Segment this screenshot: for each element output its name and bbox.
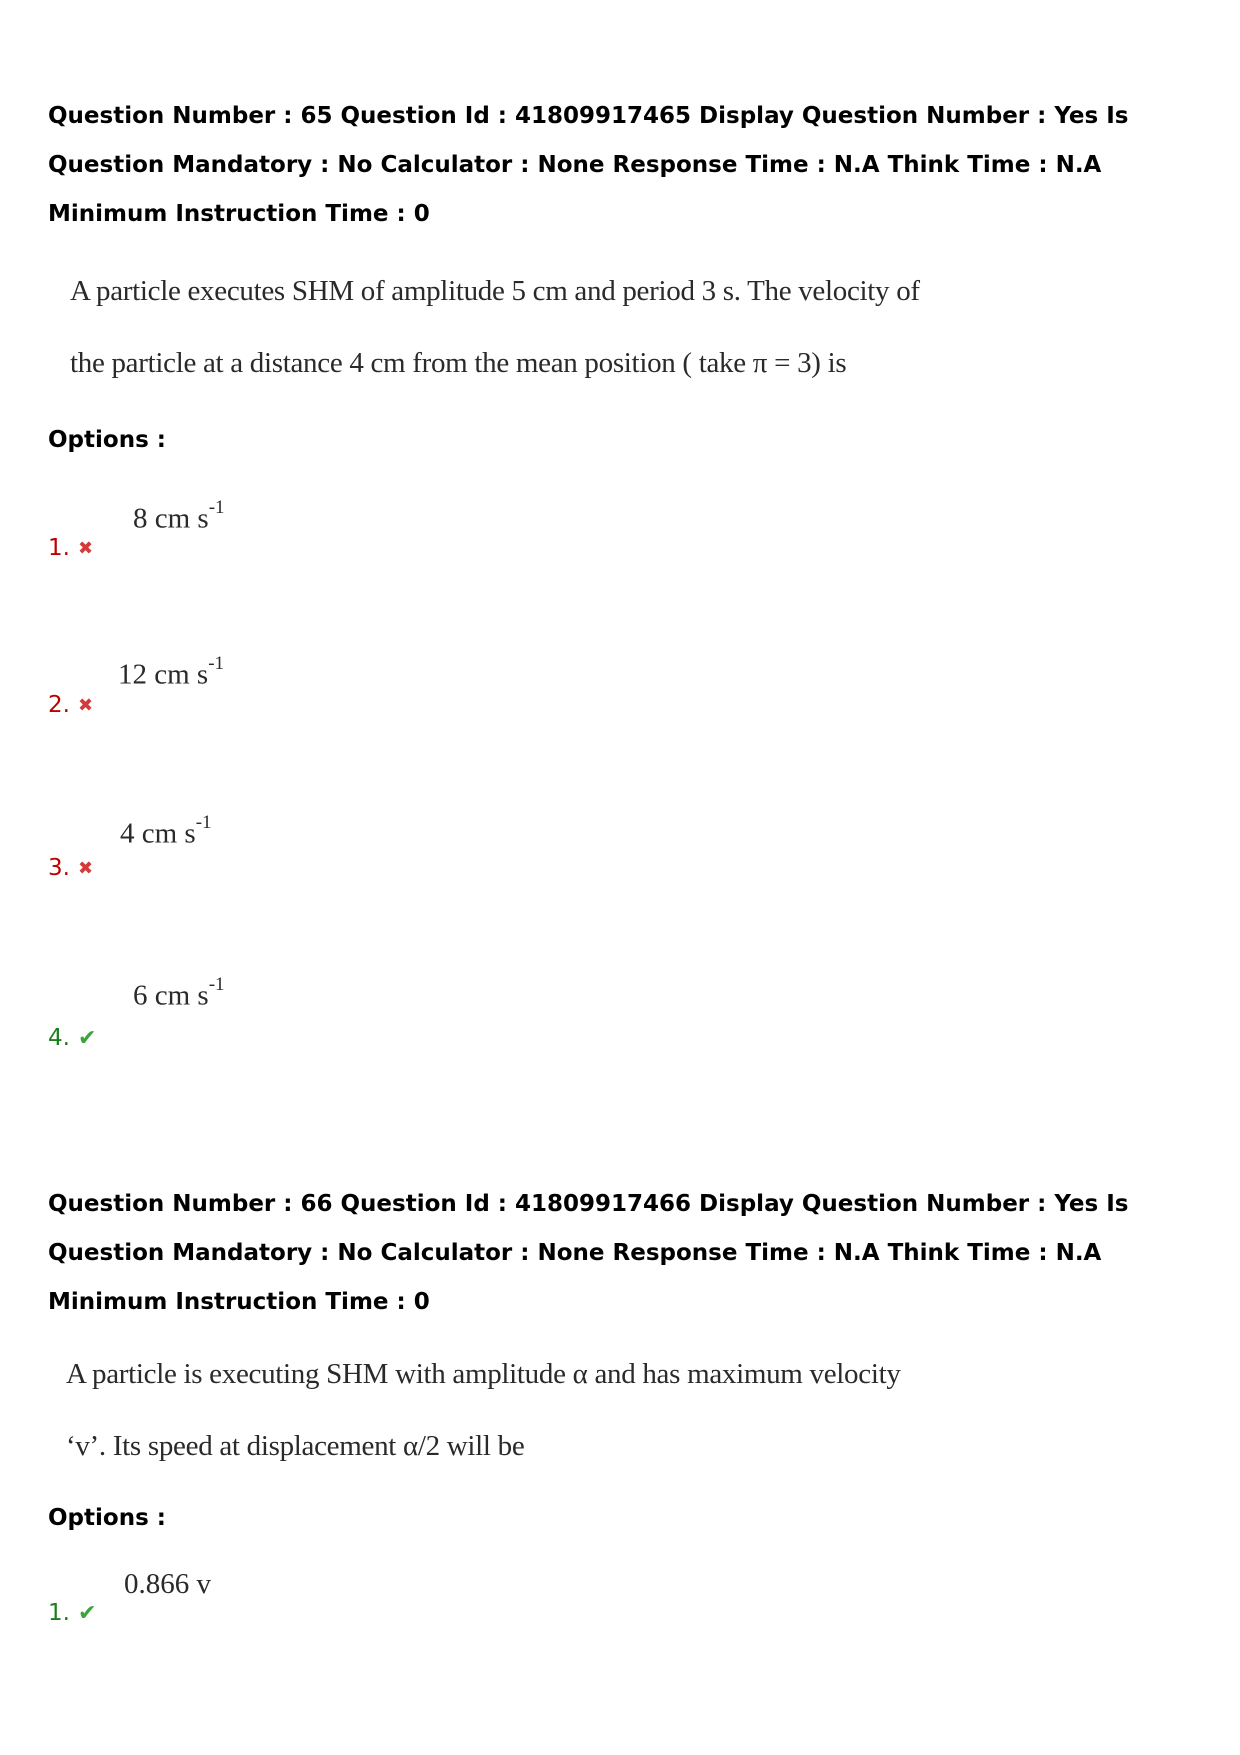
options-heading-66: Options : <box>48 1505 166 1531</box>
cross-icon: ✖ <box>77 857 94 879</box>
option-number-label: 2. <box>48 692 70 718</box>
check-icon: ✔ <box>77 1600 97 1626</box>
check-icon: ✔ <box>77 1025 97 1051</box>
option-number-label: 1. <box>48 535 70 561</box>
option-value-text: 6 cm s <box>133 979 209 1012</box>
question-meta-65: Question Number : 65 Question Id : 41809917465 Display Question Number : Yes Is Question Mandatory : No Calculator : None Response Time : N.A Think Time : N.A Minimum Instruction Time : 0 <box>48 103 1129 227</box>
option-value-text: 8 cm s <box>133 502 209 535</box>
option-value-65-3 <box>120 812 212 851</box>
option-value-65-1 <box>133 497 225 536</box>
option-value-65-4 <box>133 974 225 1013</box>
question-text-65 <box>70 255 920 399</box>
question-line: the particle at a distance 4 cm from the mean position ( take π = 3) is <box>70 347 847 379</box>
option-value-65-2 <box>118 653 225 692</box>
question-text-66 <box>66 1338 901 1482</box>
cross-icon: ✖ <box>77 694 94 716</box>
option-value-exponent: -1 <box>208 974 225 995</box>
option-number-65-2 <box>48 692 93 718</box>
option-value-text: 0.866 v <box>124 1568 211 1600</box>
option-number-65-3 <box>48 855 93 881</box>
question-line: ‘v’. Its speed at displacement α/2 will be <box>66 1430 525 1462</box>
option-number-66-1 <box>48 1600 96 1626</box>
option-value-exponent: -1 <box>208 653 225 674</box>
options-heading-65: Options : <box>48 427 166 453</box>
question-line: A particle is executing SHM with amplitude α and has maximum velocity <box>66 1358 901 1390</box>
option-number-65-4 <box>48 1025 96 1051</box>
option-number-label: 1. <box>48 1600 70 1626</box>
option-value-text: 4 cm s <box>120 817 196 850</box>
option-value-text: 12 cm s <box>118 658 209 691</box>
option-number-label: 4. <box>48 1025 70 1051</box>
option-value-exponent: -1 <box>195 812 212 833</box>
option-value-66-1 <box>124 1568 211 1601</box>
question-line: A particle executes SHM of amplitude 5 cm and period 3 s. The velocity of <box>70 275 920 307</box>
cross-icon: ✖ <box>77 537 94 559</box>
option-number-label: 3. <box>48 855 70 881</box>
option-number-65-1 <box>48 535 93 561</box>
question-meta-66: Question Number : 66 Question Id : 41809917466 Display Question Number : Yes Is Question Mandatory : No Calculator : None Response Time : N.A Think Time : N.A Minimum Instruction Time : 0 <box>48 1191 1129 1315</box>
option-value-exponent: -1 <box>208 497 225 518</box>
